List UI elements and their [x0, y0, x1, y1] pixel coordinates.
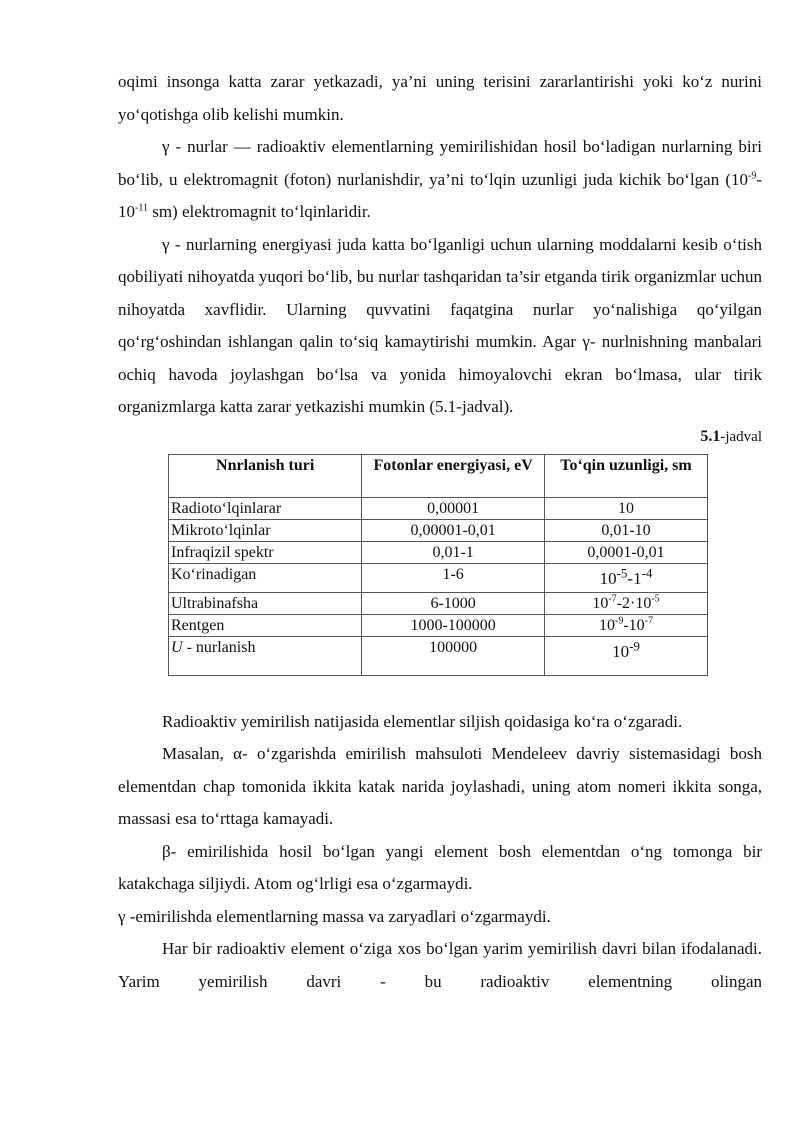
table-cell — [544, 592, 707, 614]
row-name-rest: - nurlanish — [182, 638, 256, 656]
symbol-italic: U — [171, 638, 183, 656]
power-base: 10 — [612, 641, 630, 661]
exponent: -9 — [747, 169, 757, 181]
paragraph-4: Radioaktiv yemirilish natijasida elementlar siljish qoidasiga ko‘ra o‘zgaradi. — [162, 711, 683, 731]
paragraph-7: γ -emirilishda elementlarning massa va zaryadlari o‘zgarmaydi. — [118, 906, 551, 926]
table-cell: 0,00001 — [362, 497, 545, 519]
paragraph-2-text-a: γ - nurlar — radioaktiv elementlarning yemirilishidan hosil bo‘ladigan nurlarning biri bo‘lib, u elektromagnit (foton) nurlanishdir, ya’ni to‘lqin uzunligi juda kichik bo‘lgan (10 — [118, 137, 762, 189]
table-cell — [544, 563, 707, 592]
table-cell: 0,0001-0,01 — [544, 541, 707, 563]
table-cell — [544, 636, 707, 675]
exponent: -11 — [135, 202, 148, 214]
exponent: -5 — [616, 564, 628, 580]
table-cell: Ko‘rinadigan — [169, 563, 362, 592]
paragraph-6: β- emirilishida hosil bo‘lgan yangi element bosh elementdan o‘ng tomonga bir katakchaga siljiydi. Atom og‘lrligi esa o‘zgarmaydi. — [118, 841, 762, 893]
power-base: 10 — [592, 594, 609, 612]
exponent: -5 — [651, 593, 660, 605]
table-row — [169, 563, 708, 592]
paragraph-2-text-b: sm) elektromagnit to‘lqinlaridir. — [147, 202, 371, 221]
exponent: -7 — [644, 615, 653, 627]
table-cell: 0,01-1 — [362, 541, 545, 563]
table-header-row — [169, 454, 708, 497]
exponent: -9 — [614, 615, 624, 627]
paragraph-2-text-mid: -10 — [118, 169, 762, 221]
column-header: To‘qin uzunligi, sm — [544, 454, 707, 497]
paragraph-8: Har bir radioaktiv element o‘ziga xos bo‘lgan yarim yemirilish davri bilan ifodalanadi. Yarim yemirilish davri - bu radioaktiv elementning olingan — [118, 939, 762, 991]
column-header: Nnrlanish turi — [169, 454, 362, 497]
document-page — [118, 66, 762, 998]
paragraph-2 — [118, 131, 762, 229]
table-caption — [118, 426, 762, 448]
table-row — [169, 519, 708, 541]
table-cell: Infraqizil spektr — [169, 541, 362, 563]
exponent: -7 — [608, 593, 617, 605]
exponent: -4 — [641, 564, 653, 580]
table-cell: Radioto‘lqinlarar — [169, 497, 362, 519]
power-base: -1 — [627, 568, 642, 588]
table-number: 5.1 — [700, 427, 721, 445]
power-base: -10 — [623, 616, 645, 634]
power-base: 10 — [599, 568, 617, 588]
table-cell: 10 — [544, 497, 707, 519]
paragraph-5: Masalan, α- o‘zgarishda emirilish mahsuloti Mendeleev davriy sistemasidagi bosh elementdan chap tomonida ikkita katak narida joylashadi, uning atom nomeri ikkita songa, massasi esa to‘rttaga kamayadi. — [118, 744, 762, 828]
exponent: -9 — [629, 637, 640, 653]
table-cell: 0,01-10 — [544, 519, 707, 541]
table-cell — [169, 636, 362, 675]
paragraph-3: γ - nurlarning energiyasi juda katta bo‘lganligi uchun ularning moddalarni kesib o‘tish qobiliyati nihoyatda yuqori bo‘lib, bu nurlar tashqaridan ta’sir etganda tirik organizmlar uchun nihoyatda xavflidir. Ularning quvvatini faqatgina nurlar yo‘nalishiga qo‘yilgan qo‘rg‘oshindan ishlangan qalin to‘siq kamaytirishi mumkin. Agar γ- nurlnishning manbalari ochiq havoda joylashgan bo‘lsa va yonida himoyalovchi ekran bo‘lmasa, ular tirik organizmlarga katta zarar yetkazishi mumkin (5.1-jadval). — [118, 234, 762, 416]
power-base: 10 — [598, 616, 615, 634]
table-row — [169, 636, 708, 675]
table-row — [169, 497, 708, 519]
paragraph-1: oqimi insonga katta zarar yetkazadi, ya’ni uning terisini zararlantirishi yoki ko‘z nurini yo‘qotishga olib kelishi mumkin. — [118, 72, 762, 124]
text-after-table — [118, 706, 762, 999]
table-cell: Rentgen — [169, 614, 362, 636]
table-cell: 1-6 — [362, 563, 545, 592]
table-cell: 100000 — [362, 636, 545, 675]
table-cell: 6-1000 — [362, 592, 545, 614]
table-cell: 0,00001-0,01 — [362, 519, 545, 541]
table-row — [169, 541, 708, 563]
table-cell: 1000-100000 — [362, 614, 545, 636]
table-cell: Mikroto‘lqinlar — [169, 519, 362, 541]
table-cell: Ultrabinafsha — [169, 592, 362, 614]
table-cell — [544, 614, 707, 636]
power-base: -2·10 — [616, 594, 652, 612]
table-row — [169, 614, 708, 636]
radiation-table — [168, 454, 708, 676]
table-caption-suffix: -jadval — [720, 428, 762, 445]
column-header: Fotonlar energiyasi, eV — [362, 454, 545, 497]
table-row — [169, 592, 708, 614]
